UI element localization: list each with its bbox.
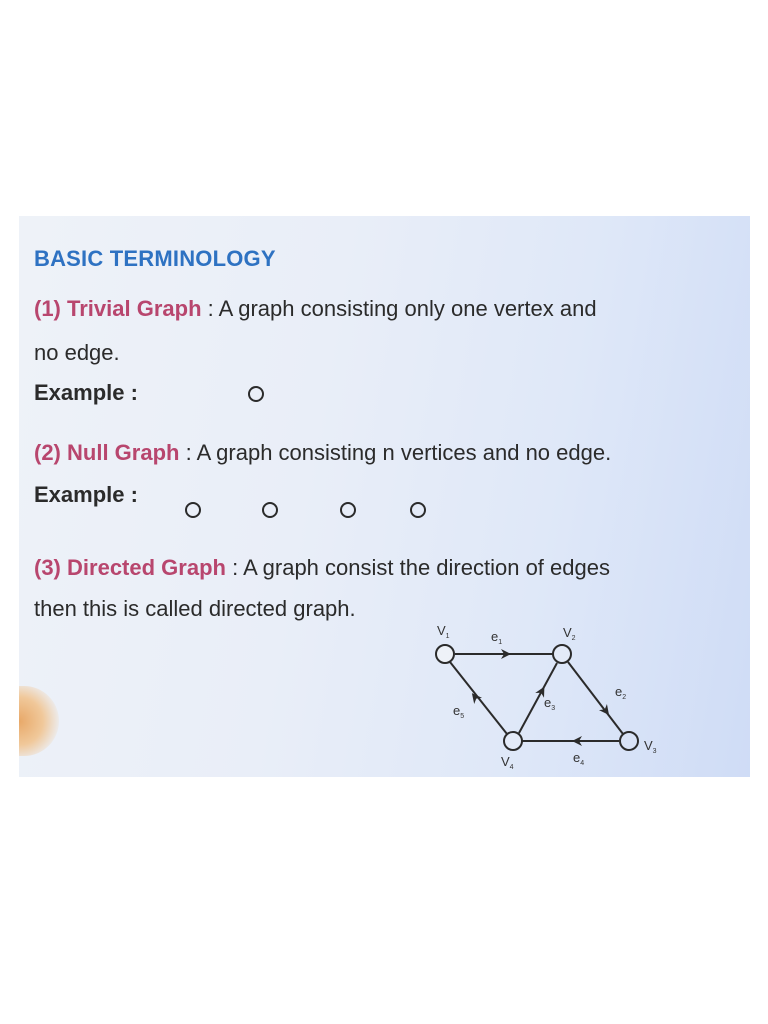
null-graph-example-label: Example : [34,482,138,507]
edge-e1-label: $e_1$ [491,629,503,646]
edge-e3 [519,663,557,733]
item-number: (2) [34,440,61,465]
vertex-v2-label: $V_2$ [563,625,576,642]
term-label: Directed Graph [67,555,226,580]
vertex-v2 [553,645,571,663]
vertex-v1 [436,645,454,663]
definition-text: A graph consist the direction of edges [243,555,610,580]
directed-graph-diagram [19,216,750,777]
vertex-v4-label: $V_4$ [501,754,514,771]
definition-text: A graph consisting only one vertex and [218,296,597,321]
vertex-v3-label: $V_3$ [644,738,657,755]
term-separator: : [201,296,219,321]
slide-heading: BASIC TERMINOLOGY [34,246,276,271]
vertex-v4 [504,732,522,750]
term-separator: : [225,555,244,580]
item-number: (1) [34,296,61,321]
trivial-graph-definition-cont: no edge. [34,340,120,365]
edge-e2-label: $e_2$ [615,684,627,701]
term-label: Trivial Graph [67,296,202,321]
slide [19,216,750,777]
item-number: (3) [34,555,61,580]
edge-e4-label: $e_4$ [573,750,585,767]
edge-e5-label: $e_5$ [453,703,465,720]
vertex-v3 [620,732,638,750]
term-separator: : [179,440,197,465]
trivial-graph-example-label: Example : [34,380,138,405]
edge-e3-label: $e_3$ [544,695,556,712]
vertex-v1-label: $V_1$ [437,623,450,640]
term-label: Null Graph [67,440,180,465]
directed-graph-definition-cont: then this is called directed graph. [34,596,356,621]
definition-text: A graph consisting n vertices and no edge. [196,440,612,465]
